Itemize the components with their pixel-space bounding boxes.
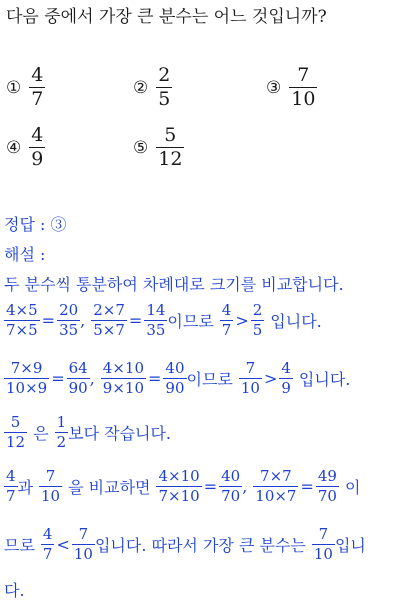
numerator: 49 xyxy=(317,467,337,485)
explanation-line-1: 두 분수씩 통분하여 차례대로 크기를 비교합니다. xyxy=(4,275,344,294)
denominator: 2 xyxy=(56,433,67,451)
denominator: 10×9 xyxy=(6,379,48,397)
choice-marker: ① xyxy=(6,77,22,98)
choice-3[interactable] xyxy=(266,66,317,109)
explanation-line-7: 다. xyxy=(4,581,25,600)
numerator: 40 xyxy=(221,467,241,485)
numerator: 7 xyxy=(245,359,256,377)
numerator: 7 xyxy=(318,525,329,543)
denominator: 7 xyxy=(31,88,44,110)
numerator: 1 xyxy=(56,413,67,431)
fraction xyxy=(4,469,18,504)
denominator: 35 xyxy=(59,321,79,339)
denominator: 9×10 xyxy=(102,379,144,397)
fraction xyxy=(4,361,49,396)
denominator: 7×10 xyxy=(158,487,200,505)
choice-1[interactable] xyxy=(6,66,45,109)
fraction xyxy=(156,469,201,504)
choice-5[interactable] xyxy=(133,126,184,169)
choice-marker: ⑤ xyxy=(133,137,149,158)
text: 보다 작습니다. xyxy=(68,424,172,443)
numerator: 4 xyxy=(281,359,291,377)
choice-marker: ④ xyxy=(6,137,22,158)
text: 이 xyxy=(344,478,361,497)
denominator: 90 xyxy=(68,379,88,397)
denominator: 10×7 xyxy=(255,487,297,505)
explanation-line-2 xyxy=(4,303,322,338)
numerator: 2 xyxy=(252,301,263,319)
text: 입니다. 따라서 가장 큰 분수는 xyxy=(94,536,306,555)
numerator: 2×7 xyxy=(93,301,125,319)
choice-marker: ③ xyxy=(266,77,282,98)
denominator: 12 xyxy=(158,148,183,170)
choice-fraction xyxy=(29,126,45,169)
denominator: 12 xyxy=(6,433,26,451)
choice-marker: ② xyxy=(133,77,149,98)
denominator: 10 xyxy=(41,487,61,505)
numerator: 4×10 xyxy=(102,359,144,377)
numerator: 7 xyxy=(45,467,56,485)
fraction xyxy=(101,361,146,396)
numerator: 14 xyxy=(146,301,166,319)
denominator: 70 xyxy=(221,487,241,505)
numerator: 4 xyxy=(42,525,53,543)
fraction xyxy=(220,303,234,338)
numerator: 4 xyxy=(6,467,16,485)
denominator: 7 xyxy=(42,545,53,563)
numerator: 4 xyxy=(31,64,44,86)
text: 입니 xyxy=(334,536,366,555)
fraction xyxy=(316,469,339,504)
fraction xyxy=(55,415,69,450)
choice-2[interactable] xyxy=(133,66,172,109)
fraction xyxy=(39,469,62,504)
fraction xyxy=(251,303,265,338)
fraction xyxy=(219,469,242,504)
explanation-line-3 xyxy=(4,361,350,396)
denominator: 5 xyxy=(158,88,171,110)
numerator: 7×7 xyxy=(260,467,292,485)
fraction xyxy=(312,527,335,562)
choice-fraction xyxy=(289,66,317,109)
numerator: 64 xyxy=(68,359,88,377)
fraction xyxy=(41,527,55,562)
equals-sign: = xyxy=(51,369,65,388)
fraction xyxy=(4,303,40,338)
explanation-line-4 xyxy=(4,415,171,450)
denominator: 5×7 xyxy=(93,321,125,339)
fraction xyxy=(4,415,27,450)
numerator: 7 xyxy=(297,64,310,86)
greater-than-sign: > xyxy=(235,311,249,330)
connector-text: 이므로 xyxy=(186,370,233,389)
denominator: 5 xyxy=(252,321,263,339)
numerator: 20 xyxy=(59,301,79,319)
numerator: 4 xyxy=(31,124,44,146)
denominator: 70 xyxy=(317,487,337,505)
numerator: 5 xyxy=(10,413,21,431)
denominator: 10 xyxy=(291,88,316,110)
comma: , xyxy=(80,311,86,330)
question-text: 다음 중에서 가장 큰 분수는 어느 것입니까? xyxy=(6,7,327,27)
fraction xyxy=(67,361,90,396)
equals-sign: = xyxy=(128,311,143,330)
text: 므로 xyxy=(4,536,35,555)
denominator: 7 xyxy=(221,321,232,339)
numerator: 7×9 xyxy=(10,359,43,377)
denominator: 10 xyxy=(313,545,333,563)
answer-line: 정답 : ③ xyxy=(4,215,67,234)
denominator: 7×5 xyxy=(6,321,38,339)
denominator: 7 xyxy=(6,487,16,505)
connector-text: 이므로 xyxy=(167,312,214,331)
numerator: 4 xyxy=(221,301,232,319)
choice-fraction xyxy=(29,66,45,109)
ending-text: 입니다. xyxy=(270,312,322,331)
less-than-sign: < xyxy=(56,535,70,554)
numerator: 40 xyxy=(165,359,185,377)
equals-sign: = xyxy=(41,311,56,330)
denominator: 9 xyxy=(31,148,44,170)
equals-sign: = xyxy=(300,477,314,496)
explanation-line-6 xyxy=(4,527,366,562)
text: 을 비교하면 xyxy=(68,478,151,497)
fraction xyxy=(144,303,167,338)
fraction xyxy=(91,303,127,338)
numerator: 2 xyxy=(158,64,171,86)
denominator: 35 xyxy=(146,321,166,339)
ending-text: 입니다. xyxy=(298,370,351,389)
text: 은 xyxy=(33,424,49,443)
choice-4[interactable] xyxy=(6,126,45,169)
comma: , xyxy=(89,369,95,388)
fraction xyxy=(253,469,298,504)
numerator: 5 xyxy=(164,124,177,146)
denominator: 9 xyxy=(281,379,291,397)
fraction xyxy=(57,303,80,338)
explanation-line-5 xyxy=(4,469,360,504)
choice-fraction xyxy=(156,66,172,109)
fraction xyxy=(72,527,95,562)
choice-fraction xyxy=(156,126,184,169)
fraction xyxy=(239,361,262,396)
comma: , xyxy=(242,477,248,496)
greater-than-sign: > xyxy=(263,369,278,388)
denominator: 10 xyxy=(240,379,260,397)
numerator: 4×5 xyxy=(6,301,38,319)
equals-sign: = xyxy=(203,477,218,496)
numerator: 7 xyxy=(78,525,89,543)
fraction xyxy=(163,361,186,396)
denominator: 90 xyxy=(165,379,185,397)
text: 과 xyxy=(17,478,34,497)
equals-sign: = xyxy=(148,369,162,388)
denominator: 10 xyxy=(73,545,93,563)
explanation-label: 해설 : xyxy=(4,245,46,264)
numerator: 4×10 xyxy=(158,467,200,485)
fraction xyxy=(279,361,293,396)
